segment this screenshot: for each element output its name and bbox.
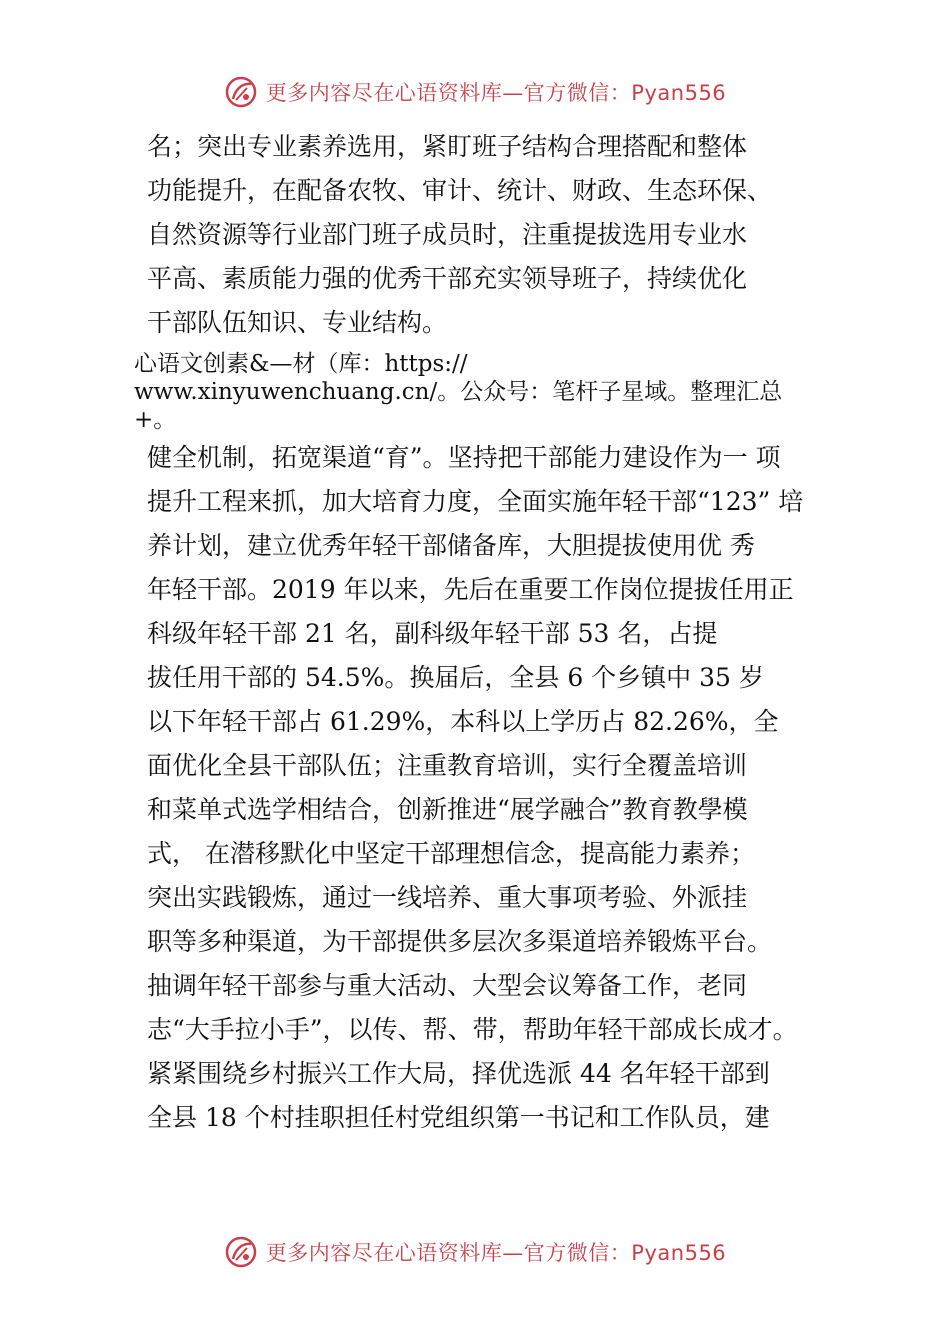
text-line: 干部队伍知识、专业结构。 [147, 308, 448, 337]
text-line: 志“大手拉小手”，以传、帮、带，帮助年轻干部成长成才。 [147, 1015, 798, 1044]
text-line: 名；突出专业素养选用，紧盯班子结构合理搭配和整体 [147, 132, 748, 161]
text-line: 突出实践锻炼，通过一线培养、重大事项考验、外派挂 [147, 883, 748, 912]
source-note-paragraph [134, 350, 850, 434]
footer-banner[interactable] [0, 1230, 950, 1274]
text-line: 和菜单式选学相结合，创新推进“展学融合”教育教學模 [147, 795, 748, 824]
header-banner[interactable] [0, 70, 950, 114]
paragraph-1 [147, 125, 847, 345]
text-line: 功能提升，在配备农牧、审计、统计、财政、生态环保、 [147, 176, 773, 205]
paragraph-3 [147, 436, 847, 1140]
text-line: 紧紧围绕乡村振兴工作大局，择优选派 44 名年轻干部到 [147, 1059, 770, 1088]
text-line: 年轻干部。2019 年以来，先后在重要工作岗位提拔任用正 [147, 575, 794, 604]
text-line: 以下年轻干部占 61.29%，本科以上学历占 82.26%，全 [147, 707, 779, 736]
text-line: 面优化全县干部队伍；注重教育培训，实行全覆盖培训 [147, 751, 748, 780]
text-line: 自然资源等行业部门班子成员时，注重提拔选用专业水 [147, 220, 748, 249]
text-line: 科级年轻干部 21 名，副科级年轻干部 53 名，占提 [147, 619, 718, 648]
text-line: 养计划，建立优秀年轻干部储备库，大胆提拔使用优 秀 [147, 531, 755, 560]
banner-text: 更多内容尽在心语资料库—官方微信：Pyan556 [265, 81, 727, 105]
banner-text: 更多内容尽在心语资料库—官方微信：Pyan556 [265, 1241, 727, 1265]
text-line: +。 [134, 407, 177, 433]
text-line: 提升工程来抓，加大培育力度，全面实施年轻干部“123” 培 [147, 487, 804, 516]
text-line: 心语文创素&—材（库：https:// [134, 351, 468, 377]
text-line: 职等多种渠道，为干部提供多层次多渠道培养锻炼平台。 [147, 927, 773, 956]
logo-emblem-icon [224, 1235, 258, 1269]
text-line: 式， 在潜移默化中坚定干部理想信念，提高能力素养； [147, 839, 755, 868]
text-line: 全县 18 个村挂职担任村党组织第一书记和工作队员，建 [147, 1103, 770, 1132]
text-line: 拔任用干部的 54.5%。换届后，全县 6 个乡镇中 35 岁 [147, 663, 764, 692]
text-line: 平高、素质能力强的优秀干部充实领导班子，持续优化 [147, 264, 748, 293]
logo-emblem-icon [224, 75, 258, 109]
text-line: 抽调年轻干部参与重大活动、大型会议筹备工作，老同 [147, 971, 748, 1000]
text-line: 健全机制，拓宽渠道“育”。坚持把干部能力建设作为一 项 [147, 443, 781, 472]
text-line: www.xinyuwenchuang.cn/。公众号：笔杆子星域。整理汇总 [134, 379, 783, 405]
